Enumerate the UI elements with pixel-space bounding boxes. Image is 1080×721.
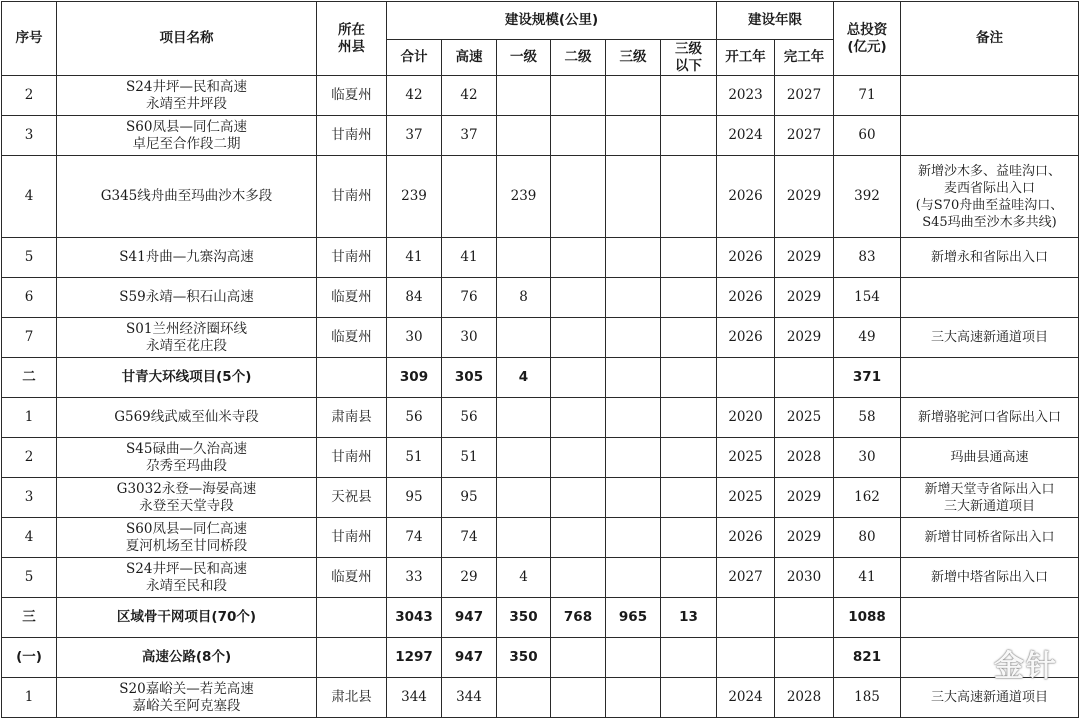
cell-g2 (551, 558, 606, 598)
table-row (2, 318, 1079, 358)
note-line: 新增甘同桥省际出入口 (924, 530, 1055, 545)
cell-invest: 80 (834, 518, 901, 558)
cell-g2 (551, 438, 606, 478)
cell-note (901, 558, 1079, 598)
cell-below (661, 358, 717, 398)
note-line: 新增天堂寺省际出入口 (924, 481, 1055, 497)
cell-g1 (497, 238, 551, 278)
cell-below (661, 518, 717, 558)
table-row (2, 278, 1079, 318)
table-row (2, 116, 1079, 156)
cell-invest: 371 (834, 358, 901, 398)
name-line: 嘉峪关至阿克塞段 (132, 697, 241, 714)
cell-highway: 51 (442, 438, 497, 478)
cell-g3 (606, 358, 661, 398)
cell-county: 天祝县 (317, 478, 387, 518)
name-line: 卓尼至合作段二期 (132, 135, 241, 152)
cell-g1: 350 (497, 638, 551, 678)
name-line: S60凤县—同仁高速 (126, 520, 247, 537)
cell-invest: 392 (834, 156, 901, 238)
cell-total: 41 (387, 238, 442, 278)
cell-g1: 8 (497, 278, 551, 318)
cell-invest: 60 (834, 116, 901, 156)
note-line: 麦西省际出入口 (943, 180, 1035, 196)
cell-start: 2024 (717, 116, 775, 156)
note-line: 三大高速新通道项目 (930, 690, 1048, 705)
cell-below (661, 398, 717, 438)
cell-note (901, 318, 1079, 358)
cell-seq: 5 (2, 558, 57, 598)
table-row (2, 558, 1079, 598)
cell-start: 2027 (717, 558, 775, 598)
cell-g3 (606, 76, 661, 116)
cell-below (661, 116, 717, 156)
cell-seq: 1 (2, 678, 57, 718)
name-line: 甘青大环线项目(5个) (121, 369, 252, 385)
cell-g3 (606, 518, 661, 558)
header-start: 开工年 (717, 40, 775, 76)
cell-start: 2025 (717, 478, 775, 518)
cell-note (901, 398, 1079, 438)
cell-below (661, 278, 717, 318)
cell-g1 (497, 438, 551, 478)
cell-county: 肃南县 (317, 398, 387, 438)
cell-g3 (606, 116, 661, 156)
cell-g2 (551, 518, 606, 558)
cell-below (661, 156, 717, 238)
cell-g1 (497, 76, 551, 116)
table-row (2, 156, 1079, 238)
name-line: S60凤县—同仁高速 (126, 118, 247, 135)
cell-g3 (606, 156, 661, 238)
cell-total: 1297 (387, 638, 442, 678)
cell-note (901, 518, 1079, 558)
cell-seq: 4 (2, 156, 57, 238)
cell-g2 (551, 278, 606, 318)
cell-end: 2029 (775, 518, 834, 558)
cell-invest: 71 (834, 76, 901, 116)
name-line: G345线舟曲至玛曲沙木多段 (100, 188, 273, 204)
table-row (2, 398, 1079, 438)
cell-name (57, 638, 317, 678)
cell-note (901, 598, 1079, 638)
cell-total: 51 (387, 438, 442, 478)
cell-invest: 821 (834, 638, 901, 678)
cell-name (57, 278, 317, 318)
cell-name (57, 116, 317, 156)
note-line: 玛曲县通高速 (950, 450, 1029, 465)
cell-name (57, 358, 317, 398)
cell-county: 甘南州 (317, 116, 387, 156)
cell-g1: 350 (497, 598, 551, 638)
cell-end (775, 358, 834, 398)
header-seq: 序号 (2, 2, 57, 76)
cell-total: 42 (387, 76, 442, 116)
cell-seq: 3 (2, 116, 57, 156)
header-highway: 高速 (442, 40, 497, 76)
cell-end (775, 638, 834, 678)
cell-start: 2020 (717, 398, 775, 438)
cell-name (57, 678, 317, 718)
header-below3: 三级 以下 (661, 40, 717, 76)
name-line: 夏河机场至甘同桥段 (125, 537, 248, 554)
cell-g2 (551, 358, 606, 398)
cell-g1: 4 (497, 558, 551, 598)
cell-end: 2028 (775, 438, 834, 478)
cell-start: 2026 (717, 238, 775, 278)
table-row (2, 678, 1079, 718)
cell-seq: 3 (2, 478, 57, 518)
section-row (2, 358, 1079, 398)
note-line: 三大高速新通道项目 (930, 330, 1048, 345)
cell-g2 (551, 76, 606, 116)
note-line: 新增中塔省际出入口 (930, 570, 1048, 585)
cell-g3 (606, 238, 661, 278)
cell-note (901, 278, 1079, 318)
table-body (2, 76, 1079, 718)
cell-name (57, 478, 317, 518)
cell-end: 2029 (775, 478, 834, 518)
cell-highway: 305 (442, 358, 497, 398)
cell-note (901, 358, 1079, 398)
name-line: S41舟曲—九寨沟高速 (119, 249, 254, 265)
cell-g1 (497, 318, 551, 358)
header-total: 合计 (387, 40, 442, 76)
cell-start: 2026 (717, 156, 775, 238)
cell-seq: 4 (2, 518, 57, 558)
cell-highway: 344 (442, 678, 497, 718)
cell-county: 临夏州 (317, 558, 387, 598)
name-line: G3032永登—海晏高速 (116, 480, 257, 497)
name-line: 尕秀至玛曲段 (146, 457, 227, 474)
cell-g2 (551, 156, 606, 238)
name-line: S45碌曲—久治高速 (126, 440, 247, 457)
note-line: 新增沙木多、益哇沟口、 (917, 163, 1061, 179)
cell-below (661, 238, 717, 278)
cell-g1: 239 (497, 156, 551, 238)
cell-highway: 41 (442, 238, 497, 278)
cell-g1 (497, 678, 551, 718)
cell-total: 3043 (387, 598, 442, 638)
cell-invest: 30 (834, 438, 901, 478)
cell-invest: 49 (834, 318, 901, 358)
cell-county: 临夏州 (317, 318, 387, 358)
cell-highway: 56 (442, 398, 497, 438)
name-line: 永靖至花庄段 (146, 337, 227, 354)
cell-end: 2029 (775, 278, 834, 318)
name-line: S20嘉峪关—若羌高速 (119, 680, 254, 697)
cell-below (661, 438, 717, 478)
cell-highway: 29 (442, 558, 497, 598)
cell-name (57, 398, 317, 438)
cell-seq: 2 (2, 438, 57, 478)
cell-name (57, 76, 317, 116)
name-line: 永靖至井坪段 (146, 95, 227, 112)
section-row (2, 638, 1079, 678)
section-row (2, 598, 1079, 638)
cell-g2 (551, 238, 606, 278)
table-row (2, 76, 1079, 116)
note-line: 新增永和省际出入口 (930, 250, 1048, 265)
cell-highway: 37 (442, 116, 497, 156)
cell-county: 甘南州 (317, 438, 387, 478)
table-row (2, 238, 1079, 278)
header-years: 建设年限 (717, 2, 834, 40)
cell-g1 (497, 398, 551, 438)
cell-g3 (606, 278, 661, 318)
cell-invest: 162 (834, 478, 901, 518)
header-scale: 建设规模(公里) (387, 2, 717, 40)
header-county: 所在 州县 (317, 2, 387, 76)
cell-g3: 965 (606, 598, 661, 638)
cell-g3 (606, 478, 661, 518)
cell-total: 74 (387, 518, 442, 558)
cell-g2 (551, 678, 606, 718)
cell-total: 95 (387, 478, 442, 518)
cell-start: 2026 (717, 278, 775, 318)
cell-below (661, 318, 717, 358)
cell-seq: 7 (2, 318, 57, 358)
cell-invest: 154 (834, 278, 901, 318)
cell-total: 84 (387, 278, 442, 318)
cell-end (775, 598, 834, 638)
cell-note (901, 238, 1079, 278)
cell-start (717, 598, 775, 638)
cell-seq: 5 (2, 238, 57, 278)
cell-total: 239 (387, 156, 442, 238)
cell-highway: 30 (442, 318, 497, 358)
cell-below: 13 (661, 598, 717, 638)
cell-highway: 74 (442, 518, 497, 558)
cell-below (661, 558, 717, 598)
header-invest: 总投资 (亿元) (834, 2, 901, 76)
cell-county: 甘南州 (317, 238, 387, 278)
cell-county: 甘南州 (317, 156, 387, 238)
cell-g3 (606, 638, 661, 678)
cell-seq: 1 (2, 398, 57, 438)
table-row (2, 438, 1079, 478)
note-line: 新增骆驼河口省际出入口 (917, 410, 1061, 425)
cell-county (317, 598, 387, 638)
name-line: 区域骨干网项目(70个) (116, 609, 257, 625)
cell-name (57, 518, 317, 558)
cell-name (57, 156, 317, 238)
cell-g2: 768 (551, 598, 606, 638)
cell-g2 (551, 638, 606, 678)
cell-county (317, 638, 387, 678)
cell-g3 (606, 398, 661, 438)
cell-note (901, 76, 1079, 116)
cell-county: 临夏州 (317, 76, 387, 116)
cell-end: 2029 (775, 156, 834, 238)
cell-start: 2026 (717, 318, 775, 358)
name-line: S01兰州经济圈环线 (126, 320, 247, 337)
cell-invest: 58 (834, 398, 901, 438)
cell-seq: 6 (2, 278, 57, 318)
cell-county: 甘南州 (317, 518, 387, 558)
cell-seq: (一) (2, 638, 57, 678)
cell-start: 2024 (717, 678, 775, 718)
cell-name (57, 598, 317, 638)
name-line: S24井坪—民和高速 (126, 560, 247, 577)
cell-g3 (606, 438, 661, 478)
cell-end: 2027 (775, 76, 834, 116)
cell-note (901, 156, 1079, 238)
header-note: 备注 (901, 2, 1079, 76)
cell-g1 (497, 116, 551, 156)
cell-note (901, 478, 1079, 518)
header-row-1 (2, 2, 1079, 40)
cell-g1 (497, 478, 551, 518)
cell-end: 2028 (775, 678, 834, 718)
name-line: 永靖至民和段 (146, 577, 227, 594)
name-line: 永登至天堂寺段 (139, 497, 234, 514)
project-table (1, 1, 1079, 718)
header-name: 项目名称 (57, 2, 317, 76)
cell-name (57, 438, 317, 478)
header-end: 完工年 (775, 40, 834, 76)
cell-start (717, 638, 775, 678)
cell-total: 309 (387, 358, 442, 398)
name-line: 高速公路(8个) (141, 649, 232, 665)
cell-g1: 4 (497, 358, 551, 398)
cell-end: 2029 (775, 238, 834, 278)
cell-note (901, 116, 1079, 156)
cell-total: 56 (387, 398, 442, 438)
cell-highway: 947 (442, 638, 497, 678)
cell-end: 2025 (775, 398, 834, 438)
cell-invest: 185 (834, 678, 901, 718)
cell-below (661, 478, 717, 518)
cell-g1 (497, 518, 551, 558)
cell-total: 344 (387, 678, 442, 718)
cell-below (661, 638, 717, 678)
cell-name (57, 558, 317, 598)
cell-invest: 1088 (834, 598, 901, 638)
note-line: S45玛曲至沙木多共线) (922, 214, 1057, 230)
cell-highway: 95 (442, 478, 497, 518)
cell-seq: 2 (2, 76, 57, 116)
cell-county: 肃北县 (317, 678, 387, 718)
cell-g2 (551, 116, 606, 156)
cell-start: 2023 (717, 76, 775, 116)
cell-below (661, 76, 717, 116)
cell-county: 临夏州 (317, 278, 387, 318)
cell-start: 2025 (717, 438, 775, 478)
header-grade2: 二级 (551, 40, 606, 76)
cell-g2 (551, 478, 606, 518)
cell-below (661, 678, 717, 718)
note-line: (与S70舟曲至益哇沟口、 (915, 197, 1064, 213)
cell-g2 (551, 318, 606, 358)
cell-name (57, 318, 317, 358)
cell-total: 37 (387, 116, 442, 156)
watermark-logo: 金针 (994, 649, 1058, 684)
cell-total: 30 (387, 318, 442, 358)
cell-invest: 41 (834, 558, 901, 598)
cell-g3 (606, 558, 661, 598)
name-line: G569线武威至仙米寺段 (114, 409, 259, 425)
header-grade1: 一级 (497, 40, 551, 76)
table-row (2, 478, 1079, 518)
header-grade3: 三级 (606, 40, 661, 76)
cell-end: 2030 (775, 558, 834, 598)
cell-highway: 42 (442, 76, 497, 116)
cell-start (717, 358, 775, 398)
table-row (2, 518, 1079, 558)
cell-highway: 76 (442, 278, 497, 318)
cell-name (57, 238, 317, 278)
cell-start: 2026 (717, 518, 775, 558)
cell-end: 2027 (775, 116, 834, 156)
cell-county (317, 358, 387, 398)
cell-end: 2029 (775, 318, 834, 358)
cell-highway (442, 156, 497, 238)
cell-invest: 83 (834, 238, 901, 278)
cell-g3 (606, 678, 661, 718)
cell-g3 (606, 318, 661, 358)
name-line: S24井坪—民和高速 (126, 78, 247, 95)
cell-highway: 947 (442, 598, 497, 638)
cell-note (901, 438, 1079, 478)
cell-seq: 三 (2, 598, 57, 638)
cell-total: 33 (387, 558, 442, 598)
cell-seq: 二 (2, 358, 57, 398)
cell-g2 (551, 398, 606, 438)
name-line: S59永靖—积石山高速 (119, 289, 254, 305)
note-line: 三大新通道项目 (943, 498, 1035, 514)
